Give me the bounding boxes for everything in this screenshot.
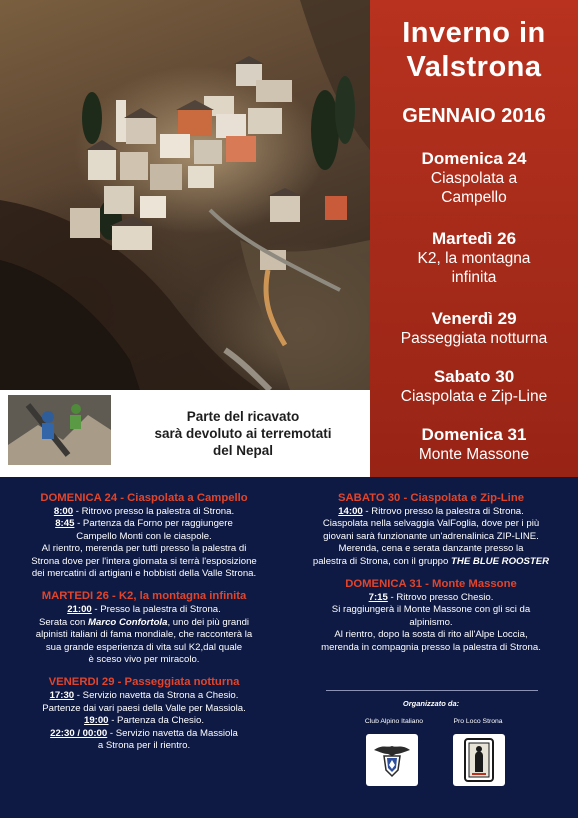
detail-line: alpinisti italiani di fama mondiale, che racconterà la	[35, 629, 253, 641]
nepal-line-1: Parte del ricavato	[186, 409, 300, 424]
title-panel	[370, 0, 578, 477]
detail-line: Partenze dai vari paesi della Valle per Massiola.	[42, 702, 246, 714]
detail-line: Strona dove per l'intera giornata si terrà l'esposizione	[31, 555, 257, 567]
detail-time: 22:30 / 00:00	[50, 727, 108, 739]
detail-line	[18, 715, 270, 727]
event-name: Monte Massone	[418, 446, 530, 463]
detail-time: 21:00	[67, 604, 92, 616]
detail-text: - Partenza da Forno per raggiungere	[74, 518, 233, 530]
event-details-section	[0, 477, 578, 818]
nepal-charity-box	[0, 390, 370, 477]
organizer-proloco-label: Pro Loco Strona	[453, 718, 503, 725]
title-line-2: Valstrona	[406, 51, 542, 83]
detail-heading: MARTEDI 26 - K2, la montagna infinita	[41, 590, 247, 603]
event-name: infinita	[451, 269, 497, 286]
event-summary-dom24	[374, 148, 574, 207]
detail-block-dom24	[18, 491, 270, 580]
band-name: THE BLUE ROOSTER	[451, 555, 550, 567]
details-left-column	[18, 491, 270, 762]
event-name: K2, la montagna	[417, 250, 531, 267]
detail-block-dom31	[302, 577, 560, 654]
detail-heading: DOMENICA 31 - Monte Massone	[345, 578, 517, 591]
detail-line	[18, 690, 270, 702]
organizer-cai-label: Club Alpino Italiano	[364, 718, 424, 725]
detail-text: - Partenza da Chesio.	[108, 715, 204, 727]
village-illustration	[0, 0, 370, 390]
detail-block-sab30	[302, 491, 560, 568]
nepal-line-3: del Nepal	[212, 443, 274, 458]
detail-line	[18, 518, 270, 530]
event-name: Ciaspolata a	[430, 170, 518, 187]
event-day: Domenica 24	[421, 149, 527, 168]
event-day: Martedì 26	[431, 229, 517, 248]
detail-heading: DOMENICA 24 - Ciaspolata a Campello	[40, 492, 248, 504]
detail-line	[302, 506, 560, 518]
mountaineers-photo	[8, 395, 111, 465]
detail-line: Si raggiungerà il Monte Massone con gli sci da	[331, 604, 531, 616]
detail-time: 17:30	[49, 690, 75, 702]
detail-line	[302, 592, 560, 604]
detail-text: - Servizio navetta da Massiola	[107, 727, 238, 739]
detail-line	[18, 506, 270, 518]
detail-line: sua grande esperienza di vita sul K2,dal quale	[45, 641, 243, 653]
event-day: Sabato 30	[433, 367, 515, 386]
organizers-title: Organizzato da:	[402, 699, 460, 708]
valstrona-village-photo	[0, 0, 370, 390]
detail-text: - Ritrovo presso la palestra di Strona.	[362, 506, 524, 517]
detail-line: Merenda, cena e serata danzante presso la	[338, 543, 524, 555]
detail-time: 8:45	[55, 518, 75, 530]
event-name: Campello	[441, 189, 507, 206]
proloco-emblem-icon	[453, 734, 505, 786]
event-name: Ciaspolata e Zip-Line	[400, 388, 548, 405]
detail-line	[18, 617, 270, 629]
event-summary-ven29	[374, 308, 574, 348]
climbers-illustration	[8, 395, 111, 465]
detail-line	[18, 604, 270, 616]
detail-text: palestra di Strona, con il gruppo	[312, 555, 452, 567]
event-summary-sab30	[374, 366, 574, 406]
event-day: Domenica 31	[421, 425, 527, 444]
detail-heading: SABATO 30 - Ciaspolata e Zip-Line	[337, 492, 524, 504]
title-line-1: Inverno in	[402, 17, 546, 49]
organizers-divider	[326, 690, 538, 691]
detail-line	[302, 556, 560, 568]
detail-line: Al rientro, merenda per tutti presso la palestra di	[41, 543, 247, 555]
detail-heading: VENERDI 29 - Passeggiata notturna	[48, 676, 240, 689]
event-summary-mar26	[374, 228, 574, 287]
cai-logo	[366, 734, 418, 786]
detail-time: 19:00	[83, 715, 109, 727]
event-name: Passeggiata notturna	[400, 330, 548, 347]
nepal-line-2: sarà devoluto ai terremotati	[154, 426, 332, 441]
detail-line: giovani sarà funzionante un'adrenalinica ZIP-LINE.	[323, 530, 539, 542]
cai-eagle-icon	[366, 734, 418, 786]
detail-text: Serata con	[38, 616, 89, 628]
detail-line: alpinismo.	[409, 616, 453, 628]
detail-text: - Servizio navetta da Strona a Chesio.	[74, 690, 239, 702]
detail-line: dei mercatini di artigiani e hobbisti della Valle Strona.	[31, 568, 257, 580]
detail-line: è sceso vivo per miracolo.	[88, 654, 200, 666]
detail-line: Ciaspolata nella selvaggia ValFoglia, dove per i più	[322, 518, 540, 530]
detail-text: - Ritrovo presso la palestra di Strona.	[73, 506, 235, 517]
event-summary-dom31	[374, 424, 574, 464]
detail-line: Campello Monti con le ciaspole.	[76, 530, 212, 542]
detail-text: , uno dei più grandi	[167, 616, 250, 628]
detail-text: - Presso la palestra di Strona.	[91, 604, 221, 616]
detail-time: 8:00	[53, 506, 74, 517]
detail-text: - Ritrovo presso Chesio.	[387, 592, 494, 604]
detail-block-ven29	[18, 675, 270, 752]
detail-line: a Strona per il rientro.	[97, 740, 191, 752]
detail-time: 14:00	[338, 506, 363, 517]
event-day: Venerdì 29	[431, 309, 517, 328]
detail-time: 7:15	[368, 592, 388, 604]
detail-line: merenda in compagnia presso la palestra di Strona.	[321, 641, 541, 653]
nepal-charity-text	[128, 408, 358, 459]
guest-name: Marco Confortola	[88, 616, 168, 628]
details-right-column	[302, 491, 560, 663]
detail-block-mar26	[18, 589, 270, 666]
detail-line: Al rientro, dopo la sosta di rito all'Alpe Loccia,	[334, 629, 528, 641]
poster-title	[370, 16, 578, 84]
poster-subtitle: GENNAIO 2016	[402, 105, 546, 127]
proloco-logo	[453, 734, 505, 786]
detail-line	[18, 728, 270, 740]
